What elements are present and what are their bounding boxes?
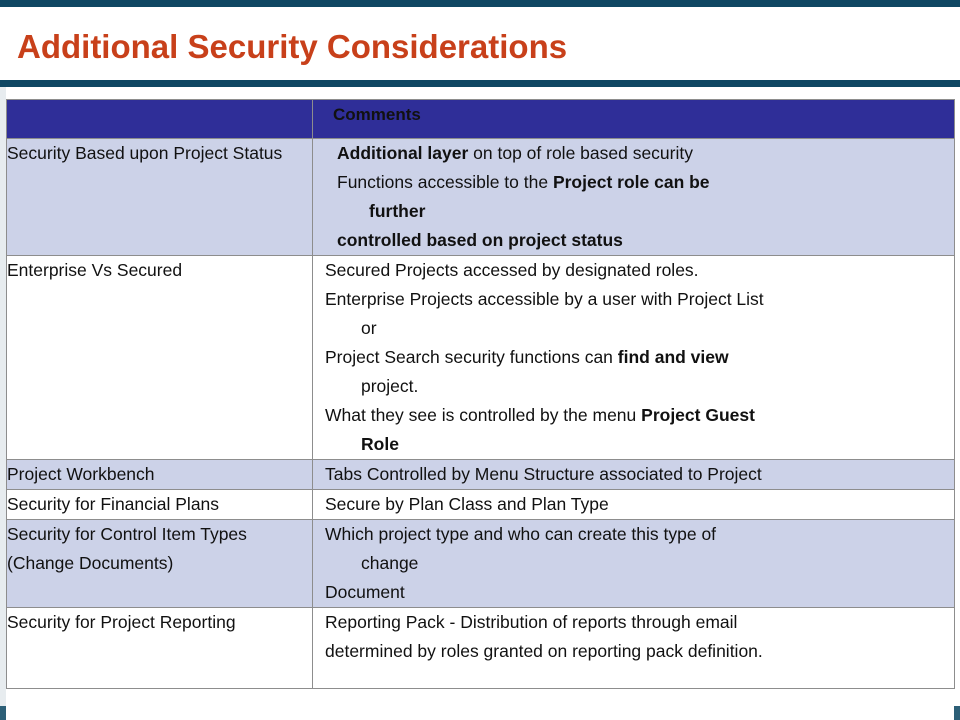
comment-line	[325, 343, 954, 372]
comment-line: Enterprise Projects accessible by a user with Project List	[325, 289, 764, 309]
comment-bold: Additional layer	[337, 143, 469, 163]
comment-bold: Role	[361, 434, 399, 454]
row-comment	[313, 256, 955, 460]
comment-line	[313, 197, 954, 226]
comment-line: or	[361, 318, 377, 338]
comment-text: Project Search security functions can	[325, 347, 618, 367]
header-cell-topic	[7, 100, 313, 139]
header-cell-comments: Comments	[313, 100, 955, 139]
row-label: Project Workbench	[7, 460, 313, 490]
row-label: Enterprise Vs Secured	[7, 256, 313, 460]
table-header-row	[7, 100, 955, 139]
comment-text: What they see is controlled by the menu	[325, 405, 642, 425]
comment-line: project.	[361, 376, 419, 396]
comment-line: determined by roles granted on reporting pack definition.	[325, 641, 763, 661]
row-label: Security for Control Item Types (Change Documents)	[7, 520, 313, 608]
comment-line: Secured Projects accessed by designated roles.	[325, 260, 699, 280]
comment-line: Secure by Plan Class and Plan Type	[325, 494, 609, 514]
comment-line: Tabs Controlled by Menu Structure associated to Project	[325, 464, 762, 484]
comment-line: Which project type and who can create this type of	[325, 524, 717, 544]
comment-line: change	[361, 553, 419, 573]
comment-bold: Project role can be	[552, 172, 710, 192]
row-label: Security for Project Reporting	[7, 608, 313, 689]
comment-bold: controlled based on project status	[337, 230, 623, 250]
row-comment	[313, 139, 955, 256]
row-label: Security Based upon Project Status	[7, 139, 313, 256]
top-accent-bar	[0, 0, 960, 7]
table-row	[7, 520, 955, 608]
comment-bold: find and view	[617, 347, 729, 367]
row-comment	[313, 520, 955, 608]
table-row	[7, 256, 955, 460]
title-divider	[0, 80, 960, 87]
table-row	[7, 139, 955, 256]
table-row	[7, 608, 955, 689]
page-title: Additional Security Considerations	[17, 28, 568, 65]
row-comment	[313, 608, 955, 689]
bottom-right-accent	[954, 706, 960, 720]
comment-line: Document	[325, 582, 405, 602]
table-row	[7, 490, 955, 520]
comment-text: Functions accessible to the	[337, 172, 553, 192]
comment-bold: Project Guest	[641, 405, 755, 425]
comment-bold: further	[369, 201, 426, 221]
table-row	[7, 460, 955, 490]
security-table	[6, 99, 955, 689]
bottom-left-accent	[0, 706, 6, 720]
row-label: Security for Financial Plans	[7, 490, 313, 520]
comment-text: on top of role based security	[468, 143, 693, 163]
comment-line	[313, 168, 954, 197]
comment-line	[325, 401, 954, 430]
comment-line	[313, 139, 954, 168]
comment-line	[325, 430, 954, 459]
row-comment	[313, 490, 955, 520]
comment-line	[313, 226, 954, 255]
row-comment	[313, 460, 955, 490]
comment-line: Reporting Pack - Distribution of reports through email	[325, 612, 738, 632]
